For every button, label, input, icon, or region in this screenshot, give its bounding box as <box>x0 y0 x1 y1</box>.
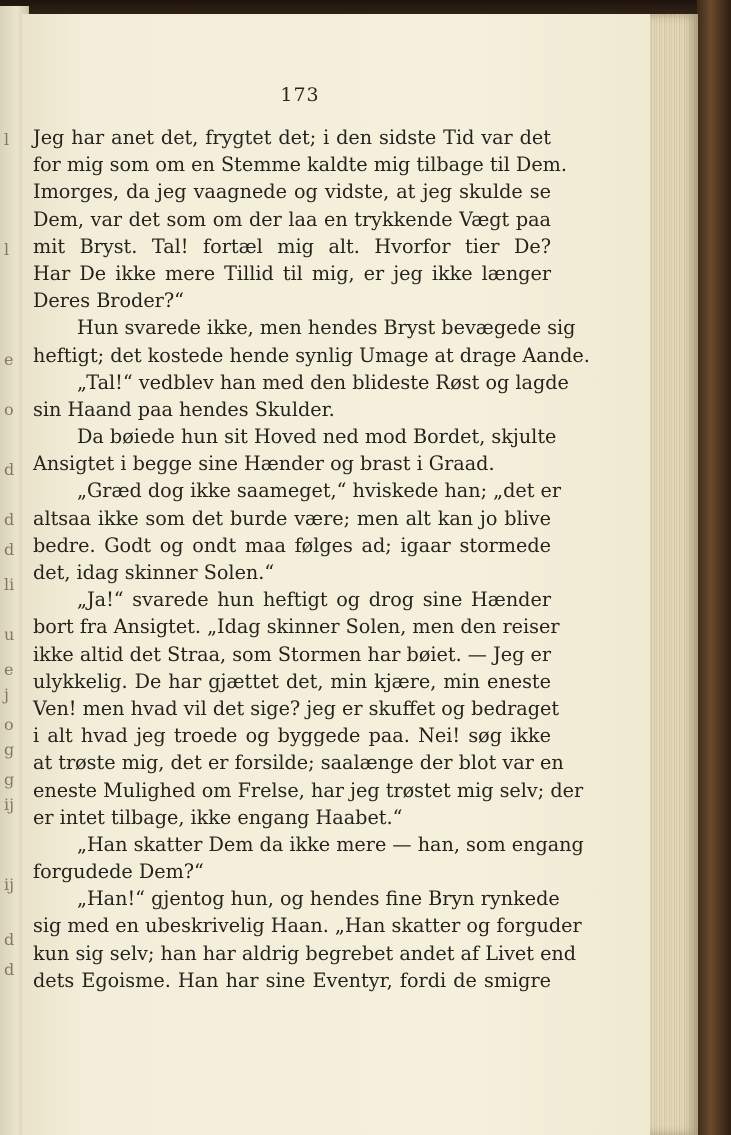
margin-letter: e <box>4 350 14 369</box>
text-line: i alt hvad jeg troede og byggede paa. Nei! søg ikke <box>33 724 551 748</box>
margin-letter: l <box>4 240 10 259</box>
text-line: mit Bryst. Tal! fortæl mig alt. Hvorfor tier De? <box>33 234 551 258</box>
text-line: sin Haand paa hendes Skulder. <box>33 397 335 421</box>
text-line: at trøste mig, det er forsilde; saalænge der blot var en <box>33 751 564 775</box>
text-line: Har De ikke mere Tillid til mig, er jeg ikke længer <box>33 261 551 285</box>
text-line: Ansigtet i begge sine Hænder og brast i Graad. <box>33 452 495 476</box>
margin-letter: d <box>4 540 15 559</box>
text-line: ikke altid det Straa, som Stormen har bøiet. — Jeg er <box>33 642 552 666</box>
page-number: 173 <box>280 84 320 106</box>
text-line: det, idag skinner Solen.“ <box>33 561 275 584</box>
text-line: Ven! men hvad vil det sige? jeg er skuffet og bedraget <box>33 696 560 720</box>
margin-letter: g <box>4 770 15 789</box>
margin-letter: g <box>4 740 15 759</box>
margin-letter: d <box>4 960 15 979</box>
text-line: altsaa ikke som det burde være; men alt kan jo blive <box>33 506 551 530</box>
margin-letter: d <box>4 510 15 529</box>
text-line: forgudede Dem?“ <box>33 860 204 884</box>
text-line: Dem, var det som om der laa en trykkende Vægt paa <box>33 207 551 231</box>
margin-letter: d <box>4 930 15 949</box>
text-line: „Græd dog ikke saameget,“ hviskede han; „det er <box>77 479 562 503</box>
text-line: Imorges, da jeg vaagnede og vidste, at jeg skulde se <box>33 180 551 204</box>
text-line: bort fra Ansigtet. „Idag skinner Solen, men den reiser <box>33 615 560 639</box>
margin-letter: u <box>4 625 15 644</box>
page-text <box>33 124 590 994</box>
text-line: sig med en ubeskrivelig Haan. „Han skatter og forguder <box>33 914 582 938</box>
text-line: Da bøiede hun sit Hoved ned mod Bordet, skjulte <box>77 425 557 449</box>
text-line: Deres Broder?“ <box>33 289 184 313</box>
text-line: ulykkelig. De har gjættet det, min kjære, min eneste <box>33 669 551 693</box>
margin-letter: d <box>4 460 15 479</box>
previous-page-margin-letters <box>2 0 24 1135</box>
margin-letter: ij <box>4 875 15 894</box>
text-line: „Han!“ gjentog hun, og hendes fine Bryn rynkede <box>77 887 560 911</box>
text-line: „Ja!“ svarede hun heftigt og drog sine Hænder <box>77 588 551 612</box>
text-line: „Tal!“ vedblev han med den blideste Røst og lagde <box>77 370 569 394</box>
text-line: Jeg har anet det, frygtet det; i den sidste Tid var det <box>33 126 551 149</box>
page-block-edges <box>650 14 698 1135</box>
text-line: dets Egoisme. Han har sine Eventyr, fordi de smigre <box>33 968 551 992</box>
text-line: eneste Mulighed om Frelse, har jeg trøstet mig selv; der <box>33 778 584 802</box>
margin-letter: o <box>4 715 14 734</box>
margin-letter: li <box>4 575 15 594</box>
margin-letter: l <box>4 130 10 149</box>
text-line: bedre. Godt og ondt maa følges ad; igaar stormede <box>33 533 551 557</box>
text-line: „Han skatter Dem da ikke mere — han, som engang <box>77 832 584 856</box>
text-line: Hun svarede ikke, men hendes Bryst bevægede sig <box>77 316 576 340</box>
text-line: for mig som om en Stemme kaldte mig tilbage til Dem. <box>33 153 567 177</box>
text-line: heftigt; det kostede hende synlig Umage at drage Aande. <box>33 343 590 367</box>
margin-letter: j <box>4 685 9 704</box>
margin-letter: e <box>4 660 14 679</box>
margin-letter: o <box>4 400 14 419</box>
book-cover-edge <box>697 0 731 1135</box>
text-line: er intet tilbage, ikke engang Haabet.“ <box>33 805 403 829</box>
margin-letter: ij <box>4 795 15 814</box>
text-line: kun sig selv; han har aldrig begrebet andet af Livet end <box>33 941 577 965</box>
